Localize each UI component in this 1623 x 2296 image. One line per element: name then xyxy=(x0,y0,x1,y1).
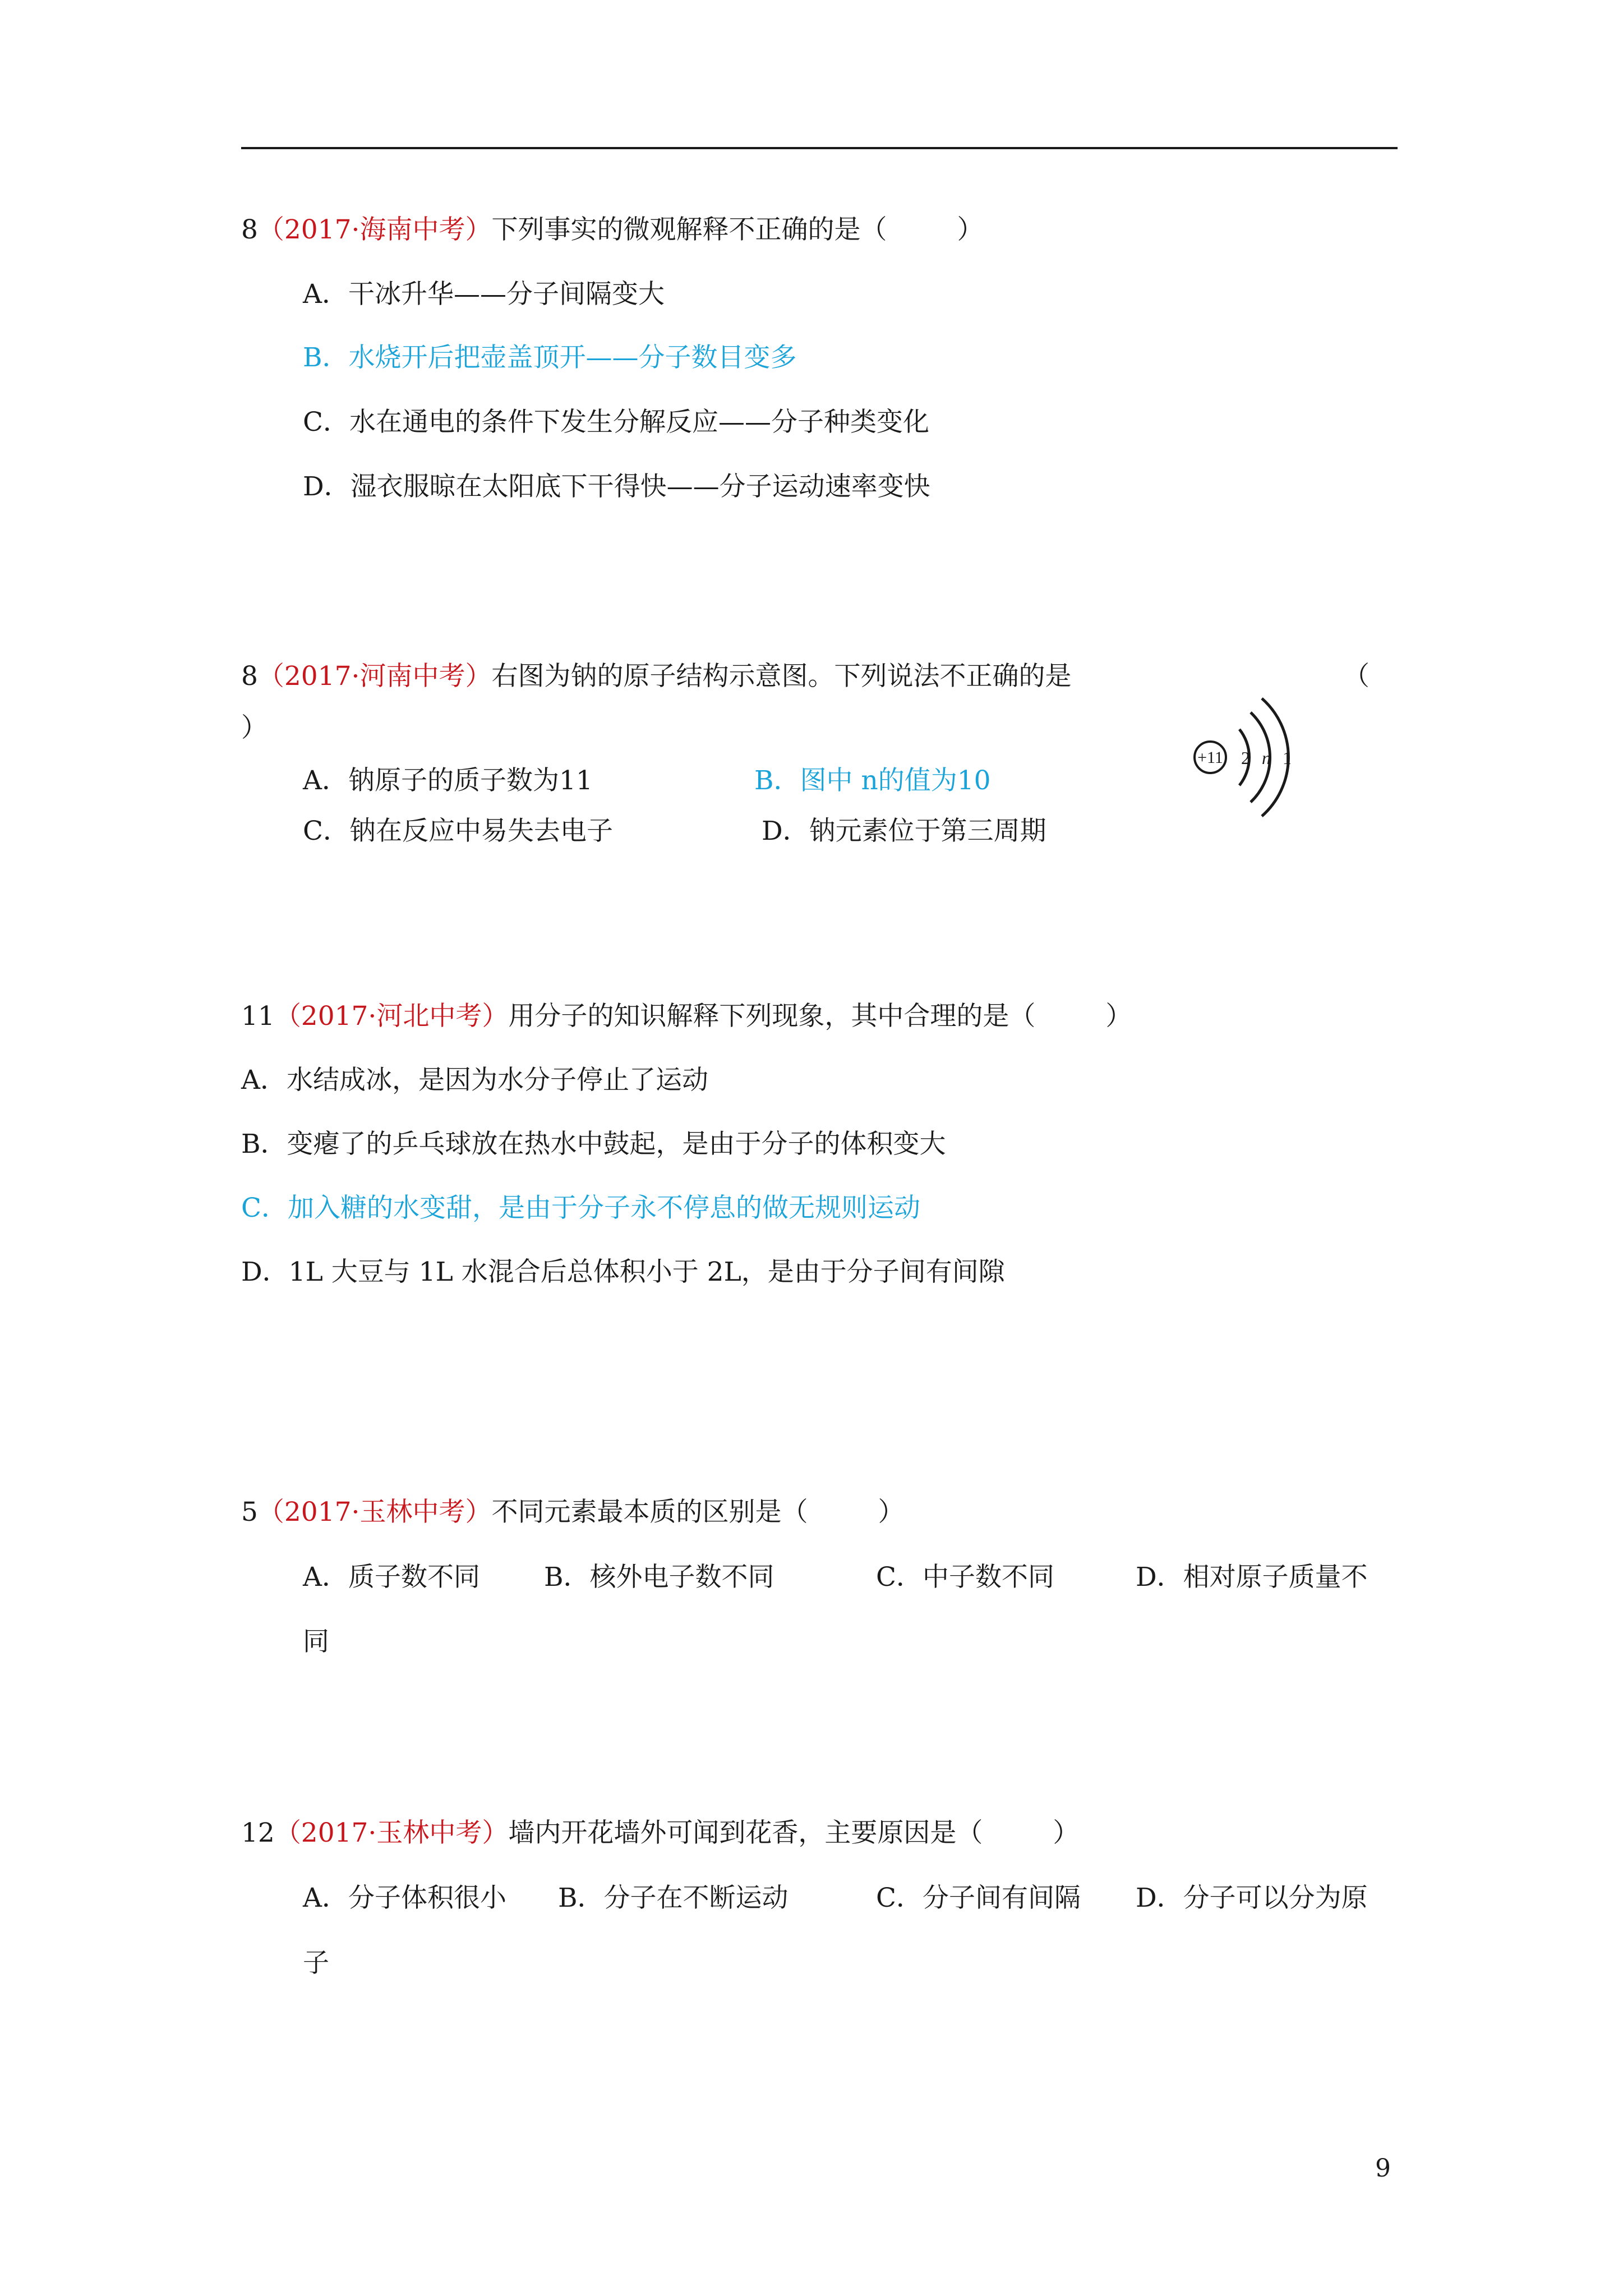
question-5-option-c: C．分子间有间隔 xyxy=(876,1883,1081,1913)
question-text: 用分子的知识解释下列现象，其中合理的是（ xyxy=(508,1001,1036,1032)
question-number: 5 xyxy=(241,1497,258,1527)
question-source: （2017·海南中考） xyxy=(257,214,492,245)
question-2-option-a: A．钠原子的质子数为11 xyxy=(303,765,593,796)
question-4-option-d-continued: 同 xyxy=(303,1626,329,1657)
question-4-stem xyxy=(241,1496,904,1529)
nucleus-charge: +11 xyxy=(1197,748,1223,767)
shell-2-electrons: n xyxy=(1262,748,1271,768)
question-2-option-b: B．图中 n的值为10 xyxy=(754,765,991,796)
question-3-option-d: D．1L 大豆与 1L 水混合后总体积小于 2L，是由于分子间有间隙 xyxy=(241,1257,1005,1287)
question-5-option-d-continued: 子 xyxy=(303,1948,329,1978)
question-text: 右图为钠的原子结构示意图。下列说法不正确的是 xyxy=(491,661,1072,692)
question-3-option-c: C．加入糖的水变甜，是由于分子永不停息的做无规则运动 xyxy=(241,1193,920,1223)
question-5-option-b: B．分子在不断运动 xyxy=(558,1883,789,1913)
question-source: （2017·玉林中考） xyxy=(257,1497,492,1527)
shell-3-electrons: 1 xyxy=(1283,748,1292,768)
answer-paren-close: ） xyxy=(241,712,268,743)
question-number: 11 xyxy=(241,1001,275,1032)
question-2-option-c: C．钠在反应中易失去电子 xyxy=(303,816,613,846)
question-number: 8 xyxy=(241,214,258,245)
shell-1-electrons: 2 xyxy=(1241,748,1250,768)
question-4-option-b: B．核外电子数不同 xyxy=(544,1562,774,1593)
question-2-option-d: D．钠元素位于第三周期 xyxy=(762,816,1046,846)
question-4-option-c: C．中子数不同 xyxy=(876,1562,1054,1593)
question-5-stem xyxy=(241,1816,1079,1850)
question-1-option-d: D．湿衣服晾在太阳底下干得快——分子运动速率变快 xyxy=(303,471,930,502)
question-5-option-a: A．分子体积很小 xyxy=(303,1883,506,1913)
question-source: （2017·河北中考） xyxy=(274,1001,509,1032)
question-3-option-b: B．变瘪了的乒乓球放在热水中鼓起，是由于分子的体积变大 xyxy=(241,1129,946,1159)
answer-paren-close: ） xyxy=(878,1497,905,1527)
page-number: 9 xyxy=(1375,2154,1391,2183)
question-1-option-a: A．干冰升华——分子间隔变大 xyxy=(303,279,665,310)
header-rule xyxy=(241,147,1398,149)
question-2-stem xyxy=(241,660,1071,693)
question-4-option-a: A．质子数不同 xyxy=(303,1562,480,1593)
answer-paren-close: ） xyxy=(957,214,984,245)
question-1-option-b: B．水烧开后把壶盖顶开——分子数目变多 xyxy=(303,342,797,373)
question-text: 不同元素最本质的区别是（ xyxy=(491,1497,808,1527)
question-1-stem xyxy=(241,213,983,247)
question-3-stem xyxy=(241,1000,1132,1033)
answer-paren-open: （ xyxy=(1343,661,1370,692)
question-4-option-d: D．相对原子质量不 xyxy=(1136,1562,1368,1593)
question-source: （2017·玉林中考） xyxy=(274,1818,509,1848)
answer-paren-close: ） xyxy=(1105,1001,1132,1032)
question-5-option-d: D．分子可以分为原 xyxy=(1136,1883,1368,1913)
question-number: 12 xyxy=(241,1818,275,1848)
question-3-option-a: A．水结成冰，是因为水分子停止了运动 xyxy=(241,1065,708,1096)
question-text: 下列事实的微观解释不正确的是（ xyxy=(491,214,887,245)
question-1-option-c: C．水在通电的条件下发生分解反应——分子种类变化 xyxy=(303,407,929,438)
question-text: 墙内开花墙外可闻到花香，主要原因是（ xyxy=(508,1818,983,1848)
question-number: 8 xyxy=(241,661,258,692)
question-source: （2017·河南中考） xyxy=(257,661,492,692)
sodium-atom-diagram xyxy=(1192,696,1315,825)
answer-paren-close: ） xyxy=(1053,1818,1080,1848)
